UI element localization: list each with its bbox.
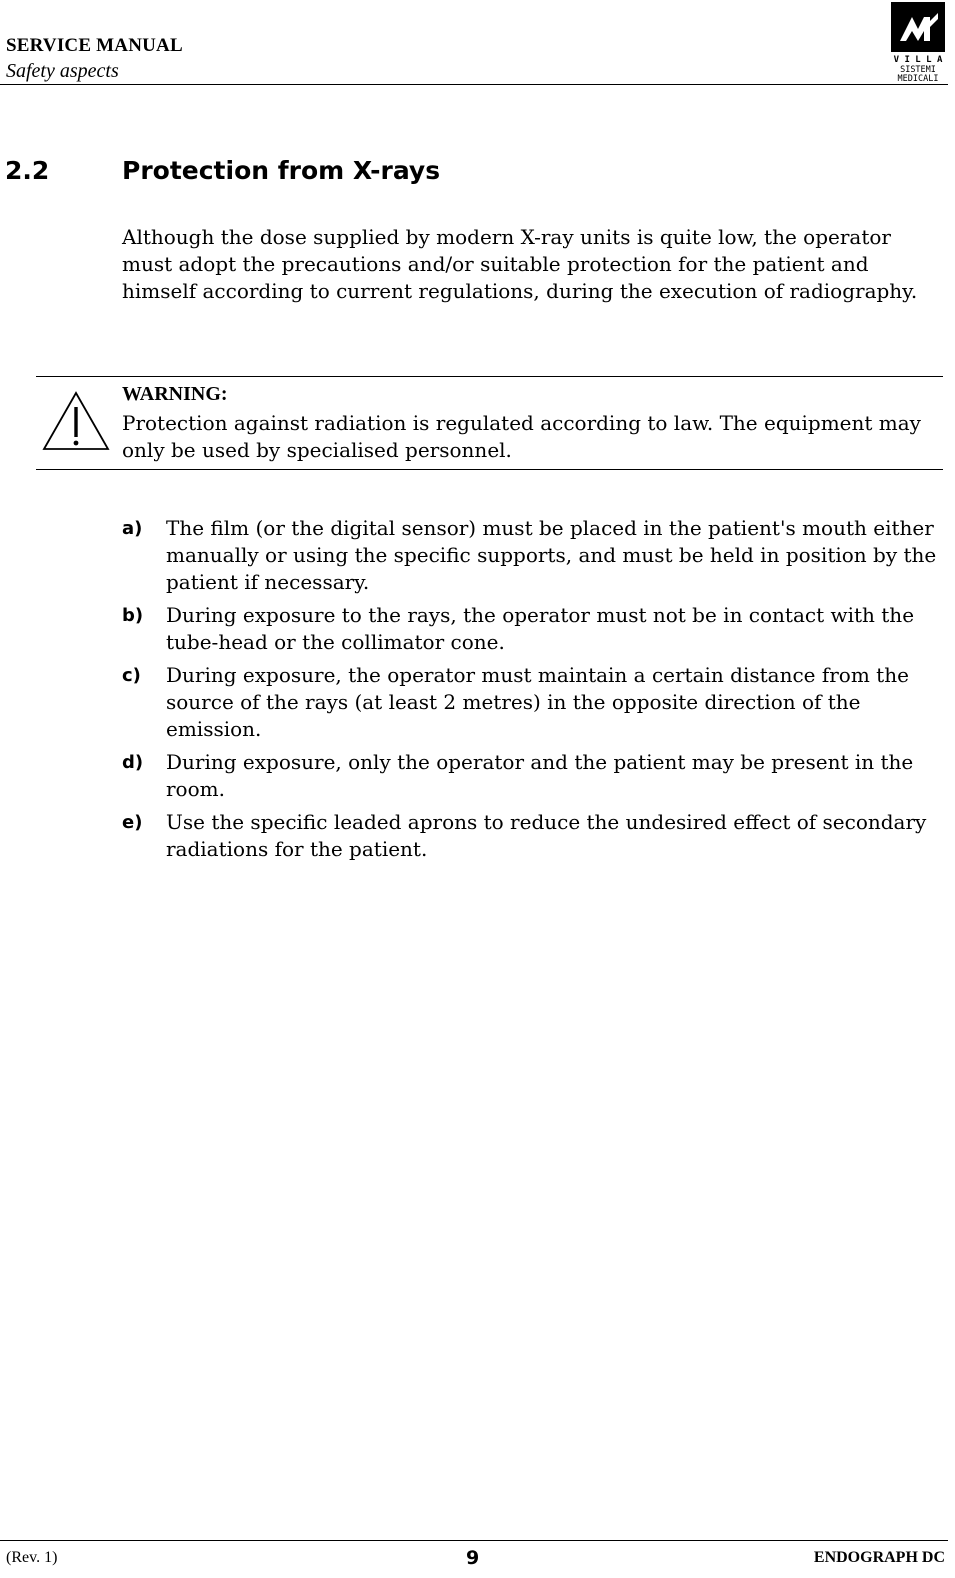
list-marker: b) bbox=[122, 605, 144, 626]
logo-line-medicali: MEDICALI bbox=[897, 74, 939, 83]
list-marker: e) bbox=[122, 812, 143, 833]
section-title: Protection from X-rays bbox=[122, 156, 441, 185]
list-marker: d) bbox=[122, 752, 144, 773]
warning-triangle-icon bbox=[42, 390, 110, 452]
list-item-text: During exposure, the operator must maintain a certain distance from the source of the rays (at least 2 metres) in the opposite direction of the emission. bbox=[166, 663, 909, 741]
product-name: ENDOGRAPH DC bbox=[813, 1549, 945, 1566]
list-item-text: During exposure to the rays, the operator must not be in contact with the tube-head or the collimator cone. bbox=[166, 603, 915, 654]
revision-label: (Rev. 1) bbox=[6, 1549, 58, 1566]
intro-paragraph: Although the dose supplied by modern X-ray units is quite low, the operator must adopt the precautions and/or suitable protection for the patient and himself according to current regulations, during the execution of radiography. bbox=[122, 225, 918, 303]
warning-label: WARNING: bbox=[122, 383, 228, 405]
section-number: 2.2 bbox=[5, 156, 50, 185]
warning-text: Protection against radiation is regulated according to law. The equipment may only be used by specialised personnel. bbox=[122, 411, 921, 462]
precautions-list bbox=[122, 515, 947, 869]
warning-bottom-divider bbox=[36, 469, 943, 470]
chapter-subtitle: Safety aspects bbox=[6, 60, 119, 82]
villa-logo-icon bbox=[890, 1, 946, 83]
logo-line-villa: V I L L A bbox=[893, 55, 943, 65]
header-divider bbox=[0, 84, 948, 85]
list-marker: a) bbox=[122, 518, 143, 539]
manual-title: SERVICE MANUAL bbox=[6, 35, 183, 56]
footer-divider bbox=[0, 1540, 948, 1541]
list-item bbox=[122, 809, 947, 863]
list-item bbox=[122, 515, 947, 596]
list-item bbox=[122, 749, 947, 803]
list-item bbox=[122, 602, 947, 656]
list-item-text: The film (or the digital sensor) must be placed in the patient's mouth either manually or using the specific supports, and must be held in position by the patient if necessary. bbox=[166, 516, 937, 594]
list-item-text: During exposure, only the operator and the patient may be present in the room. bbox=[166, 750, 914, 801]
list-item-text: Use the specific leaded aprons to reduce the undesired effect of secondary radiations for the patient. bbox=[166, 810, 927, 861]
logo-line-sistemi: SISTEMI bbox=[900, 65, 936, 75]
page-number: 9 bbox=[466, 1547, 480, 1569]
warning-top-divider bbox=[36, 376, 943, 377]
list-marker: c) bbox=[122, 665, 141, 686]
list-item bbox=[122, 662, 947, 743]
